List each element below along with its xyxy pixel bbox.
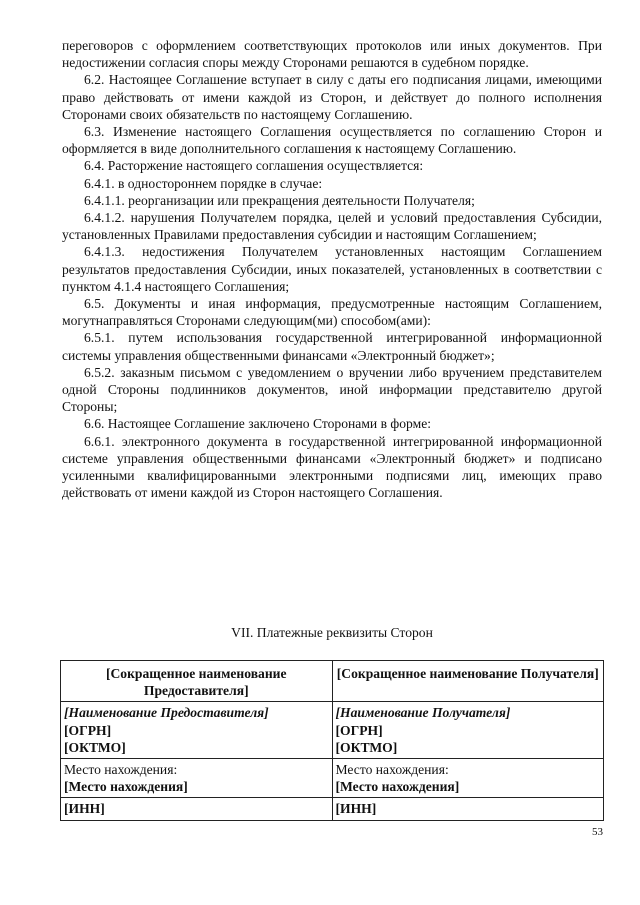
table-row <box>61 661 604 702</box>
paragraph-6-5: 6.5. Документы и иная информация, предусмотренные настоящим Соглашением, могутнаправляться Сторонами следующим(ми) способом(ами): <box>62 296 602 329</box>
table-row <box>61 759 604 798</box>
recipient-location-value: [Место нахождения] <box>335 779 460 795</box>
provider-name: [Наименование Предоставителя] <box>64 705 269 721</box>
paragraph-6-4: 6.4. Расторжение настоящего соглашения осуществляется: <box>84 158 424 174</box>
paragraph-6-3: 6.3. Изменение настоящего Соглашения осуществляется по соглашению Сторон и оформляется в виде дополнительного соглашения к настоящему Соглашению. <box>62 124 602 157</box>
paragraph-6-2: 6.2. Настоящее Соглашение вступает в силу с даты его подписания лицами, имеющими право действовать от имени каждой из Сторон, и действует до полного исполнения Сторонами своих обязательств по настоящему Соглашению. <box>62 72 602 122</box>
paragraph-6-4-1-2: 6.4.1.2. нарушения Получателем порядка, целей и условий предоставления Субсидии, установленных Правилами предоставления субсидии и настоящим Соглашением; <box>62 210 602 243</box>
paragraph-6-6: 6.6. Настоящее Соглашение заключено Сторонами в форме: <box>84 416 432 432</box>
paragraph-6-5-1: 6.5.1. путем использования государственной интегрированной информационной системы управления общественными финансами «Электронный бюджет»; <box>62 330 602 363</box>
recipient-identity-cell <box>332 702 604 759</box>
provider-location-cell <box>61 759 333 798</box>
recipient-header-cell: [Сокращенное наименование Получателя] <box>332 661 604 702</box>
paragraph-6-5-2: 6.5.2. заказным письмом с уведомлением о вручении либо вручением представителем одной Стороны подлинников документов, иной информации представителю другой Стороны; <box>62 364 602 415</box>
recipient-location-label: Место нахождения: <box>335 762 449 778</box>
recipient-name: [Наименование Получателя] <box>335 705 511 721</box>
paragraph-6-4-1: 6.4.1. в одностороннем порядке в случае: <box>84 175 323 191</box>
paragraph-disputes-continued: переговоров с оформлением соответствующих протоколов или иных документов. При недостижении согласия споры между Сторонами решаются в судебном порядке. <box>62 38 602 71</box>
section-heading: VII. Платежные реквизиты Сторон <box>231 625 433 640</box>
provider-location-value: [Место нахождения] <box>64 779 188 795</box>
paragraph-6-4-1-1: 6.4.1.1. реорганизации или прекращения деятельности Получателя; <box>84 192 475 208</box>
table-row <box>61 702 604 759</box>
provider-ogrn: [ОГРН] <box>64 722 112 738</box>
provider-identity-cell <box>61 702 333 759</box>
page-number: 53 <box>592 826 603 838</box>
table-row <box>61 798 604 821</box>
recipient-location-cell <box>332 759 604 798</box>
provider-inn-cell <box>61 798 333 821</box>
recipient-inn: [ИНН] <box>335 801 377 817</box>
recipient-inn-cell <box>332 798 604 821</box>
provider-oktmo: [ОКТМО] <box>64 739 126 755</box>
recipient-oktmo: [ОКТМО] <box>335 739 398 755</box>
provider-location-label: Место нахождения: <box>64 762 178 778</box>
paragraph-6-4-1-3: 6.4.1.3. недостижения Получателем установленных настоящим Соглашением результатов предоставления Субсидии, иных показателей, установленных в соответствии с пунктом 4.1.4 настоящего Соглашения; <box>62 244 602 294</box>
paragraph-6-6-1: 6.6.1. электронного документа в государственной интегрированной информационной системе управления общественными финансами «Электронный бюджет» и подписано усиленными квалифицированными электронными подписями лиц, имеющих право действовать от имени каждой из Сторон настоящего Соглашения. <box>62 433 602 501</box>
provider-inn: [ИНН] <box>64 801 105 817</box>
recipient-ogrn: [ОГРН] <box>335 722 383 738</box>
provider-header-cell: [Сокращенное наименование Предоставителя] <box>61 661 333 702</box>
agreement-body-text <box>62 37 602 501</box>
payment-requisites-table <box>60 660 604 821</box>
